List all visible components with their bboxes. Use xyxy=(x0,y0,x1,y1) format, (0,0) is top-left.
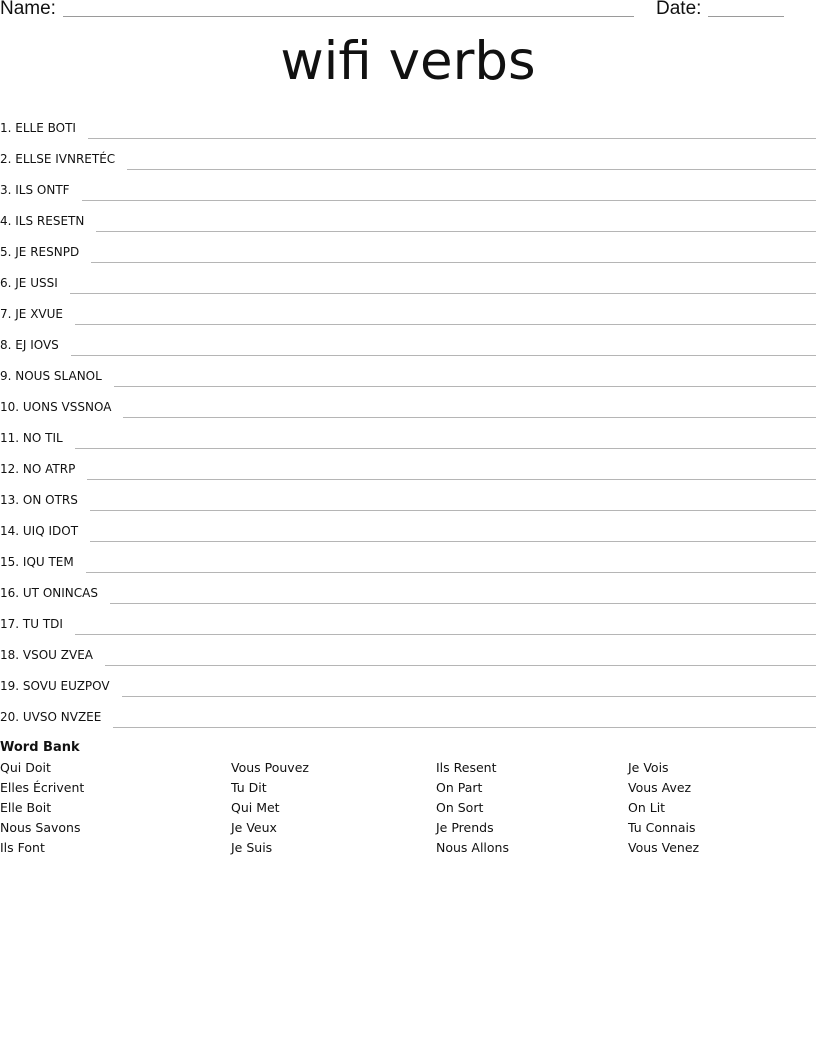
clue-text: 18. VSOU ZVEA xyxy=(0,648,93,662)
answer-line[interactable] xyxy=(122,696,816,697)
clue-text: 16. UT ONINCAS xyxy=(0,586,98,600)
clue-row xyxy=(0,544,816,575)
word-bank-item: Qui Doit xyxy=(0,760,51,775)
clue-row xyxy=(0,575,816,606)
answer-line[interactable] xyxy=(110,603,816,604)
word-bank-column xyxy=(436,760,509,860)
answer-line[interactable] xyxy=(71,355,816,356)
clue-row xyxy=(0,296,816,327)
clue-text: 7. JE XVUE xyxy=(0,307,63,321)
clue-row xyxy=(0,110,816,141)
word-bank-item: Tu Connais xyxy=(628,820,696,835)
clue-text: 14. UIQ IDOT xyxy=(0,524,79,538)
clue-text: 11. NO TIL xyxy=(0,431,63,445)
word-bank-column xyxy=(231,760,309,860)
word-bank-item: Vous Avez xyxy=(628,780,692,795)
answer-line[interactable] xyxy=(114,386,816,387)
clue-row xyxy=(0,358,816,389)
clue-row xyxy=(0,513,816,544)
clue-row xyxy=(0,234,816,265)
clue-text: 10. UONS VSSNOA xyxy=(0,400,112,414)
date-field-line[interactable] xyxy=(708,16,784,17)
word-bank-item: Je Veux xyxy=(231,820,277,835)
clue-text: 4. ILS RESETN xyxy=(0,214,85,228)
answer-line[interactable] xyxy=(88,138,816,139)
clue-text: 13. ON OTRS xyxy=(0,493,78,507)
answer-line[interactable] xyxy=(105,665,816,666)
word-bank-item: Tu Dit xyxy=(231,780,267,795)
clue-row xyxy=(0,451,816,482)
clue-row xyxy=(0,668,816,699)
clue-row xyxy=(0,482,816,513)
answer-line[interactable] xyxy=(82,200,816,201)
word-bank-column xyxy=(0,760,84,860)
answer-line[interactable] xyxy=(123,417,816,418)
word-bank-item: Nous Allons xyxy=(436,840,509,855)
answer-line[interactable] xyxy=(113,727,816,728)
word-bank-item: Nous Savons xyxy=(0,820,81,835)
clue-text: 19. SOVU EUZPOV xyxy=(0,679,110,693)
clue-text: 9. NOUS SLANOL xyxy=(0,369,102,383)
word-bank-item: Vous Venez xyxy=(628,840,700,855)
answer-line[interactable] xyxy=(87,479,816,480)
word-bank-item: Ils Resent xyxy=(436,760,497,775)
clue-row xyxy=(0,699,816,730)
word-bank-item: Qui Met xyxy=(231,800,280,815)
word-bank-item: On Part xyxy=(436,780,483,795)
answer-line[interactable] xyxy=(75,324,816,325)
word-bank-item: Je Prends xyxy=(436,820,494,835)
word-bank-item: On Lit xyxy=(628,800,666,815)
word-bank-item: Je Vois xyxy=(628,760,669,775)
clue-text: 3. ILS ONTF xyxy=(0,183,70,197)
answer-line[interactable] xyxy=(75,448,816,449)
answer-line[interactable] xyxy=(127,169,816,170)
clue-text: 2. ELLSE IVNRETÉC xyxy=(0,152,116,166)
clue-text: 1. ELLE BOTI xyxy=(0,121,76,135)
name-label: Name: xyxy=(0,0,56,19)
clue-row xyxy=(0,389,816,420)
clue-text: 12. NO ATRP xyxy=(0,462,76,476)
clue-row xyxy=(0,141,816,172)
clue-text: 17. TU TDI xyxy=(0,617,63,631)
answer-line[interactable] xyxy=(70,293,816,294)
word-bank-item: Je Suis xyxy=(231,840,273,855)
clue-row xyxy=(0,265,816,296)
word-bank-item: On Sort xyxy=(436,800,484,815)
name-field-line[interactable] xyxy=(63,16,634,17)
answer-line[interactable] xyxy=(75,634,816,635)
clue-row xyxy=(0,637,816,668)
clue-text: 5. JE RESNPD xyxy=(0,245,80,259)
clue-row xyxy=(0,203,816,234)
answer-line[interactable] xyxy=(96,231,816,232)
worksheet-title: wifi verbs xyxy=(280,31,536,92)
clue-list xyxy=(0,110,816,730)
clue-row xyxy=(0,606,816,637)
answer-line[interactable] xyxy=(90,510,816,511)
word-bank-item: Vous Pouvez xyxy=(231,760,309,775)
worksheet-header xyxy=(0,0,816,24)
answer-line[interactable] xyxy=(91,262,816,263)
clue-row xyxy=(0,172,816,203)
word-bank-title: Word Bank xyxy=(0,740,80,755)
word-bank-item: Ils Font xyxy=(0,840,45,855)
clue-row xyxy=(0,327,816,358)
word-bank-item: Elles Écrivent xyxy=(0,780,85,795)
word-bank-item: Elle Boit xyxy=(0,800,52,815)
clue-text: 20. UVSO NVZEE xyxy=(0,710,102,724)
clue-text: 6. JE USSI xyxy=(0,276,58,290)
clue-row xyxy=(0,420,816,451)
clue-text: 15. IQU TEM xyxy=(0,555,74,569)
answer-line[interactable] xyxy=(90,541,816,542)
date-label: Date: xyxy=(656,0,702,19)
word-bank xyxy=(0,760,816,860)
word-bank-column xyxy=(628,760,699,860)
answer-line[interactable] xyxy=(86,572,816,573)
clue-text: 8. EJ IOVS xyxy=(0,338,59,352)
